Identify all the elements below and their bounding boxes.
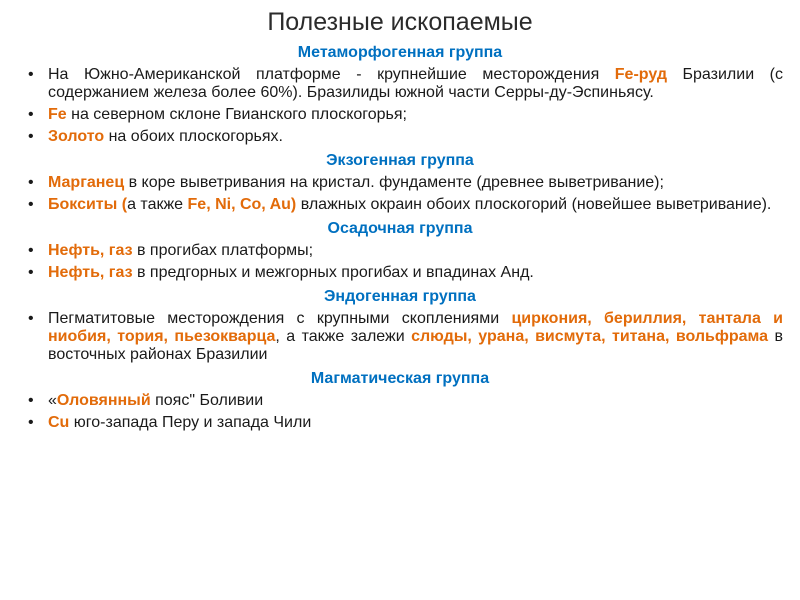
bullet-icon: • (28, 66, 34, 83)
item-text: на северном склоне Гвианского плоскогорья; (66, 106, 407, 123)
bullet-icon: • (28, 414, 34, 431)
page-title: Полезные ископаемые (267, 8, 533, 36)
bullet-icon: • (28, 242, 34, 259)
item-text: пояс" Боливии (150, 392, 264, 409)
highlighted-term: Fe (48, 106, 67, 123)
item-text: в прогибах платформы; (132, 242, 314, 259)
section-heading: Осадочная группа (327, 220, 473, 237)
highlighted-term: слюды, урана, висмута, титана, вольфрама (411, 328, 769, 345)
section-heading: Эндогенная группа (324, 288, 476, 305)
bullet-icon: • (28, 264, 34, 281)
highlighted-term: Fe-руд (614, 66, 667, 83)
item-text: На Южно-Американской платформе - крупнейшие месторождения (48, 66, 615, 83)
bullet-item (28, 310, 783, 364)
section-heading: Метаморфогенная группа (297, 44, 503, 61)
highlighted-term: циркония, бериллия, тантала и ниобия, тория, пьезокварца (48, 310, 783, 345)
bullet-item (28, 242, 783, 260)
bullet-item (28, 414, 783, 432)
item-text: Бразилии (с содержанием железа более 60%). Бразилиды южной части Серры-ду-Эспиньясу. (48, 66, 783, 101)
highlighted-term: Cu (48, 414, 70, 431)
highlighted-term: Оловянный (56, 392, 151, 409)
bullet-item (28, 196, 783, 214)
highlighted-term: Бокситы ( (48, 196, 128, 213)
item-text: в коре выветривания на кристал. фундаменте (древнее выветривание); (124, 174, 664, 191)
bullet-icon: • (28, 196, 34, 213)
bullet-icon: • (28, 392, 34, 409)
highlighted-term: Нефть, газ (48, 264, 133, 281)
highlighted-term: Золото (48, 128, 105, 145)
highlighted-term: Fe, Ni, Co, Au) (187, 196, 297, 213)
item-text: влажных окраин обоих плоскогорий (новейшее выветривание). (296, 196, 772, 213)
section-heading: Магматическая группа (310, 370, 490, 387)
bullet-item (28, 106, 783, 124)
item-text: в предгорных и межгорных прогибах и впадинах Анд. (132, 264, 534, 281)
item-text: а также (127, 196, 188, 213)
highlighted-term: Марганец (48, 174, 125, 191)
item-text: юго-запада Перу и запада Чили (69, 414, 312, 431)
bullet-icon: • (28, 106, 34, 123)
item-text: на обоих плоскогорьях. (104, 128, 283, 145)
item-text: Пегматитовые месторождения с крупными скоплениями (48, 310, 512, 327)
highlighted-term: Нефть, газ (48, 242, 133, 259)
section-heading: Экзогенная группа (326, 152, 474, 169)
item-text: « (48, 392, 57, 409)
item-text: , а также залежи (275, 328, 412, 345)
bullet-item (28, 264, 783, 282)
bullet-icon: • (28, 310, 34, 327)
bullet-item (28, 128, 783, 146)
bullet-item (28, 66, 783, 102)
bullet-icon: • (28, 128, 34, 145)
slide-content (0, 42, 800, 436)
bullet-item (28, 174, 783, 192)
bullet-icon: • (28, 174, 34, 191)
bullet-item (28, 392, 783, 410)
item-text: в восточных районах Бразилии (48, 328, 783, 363)
